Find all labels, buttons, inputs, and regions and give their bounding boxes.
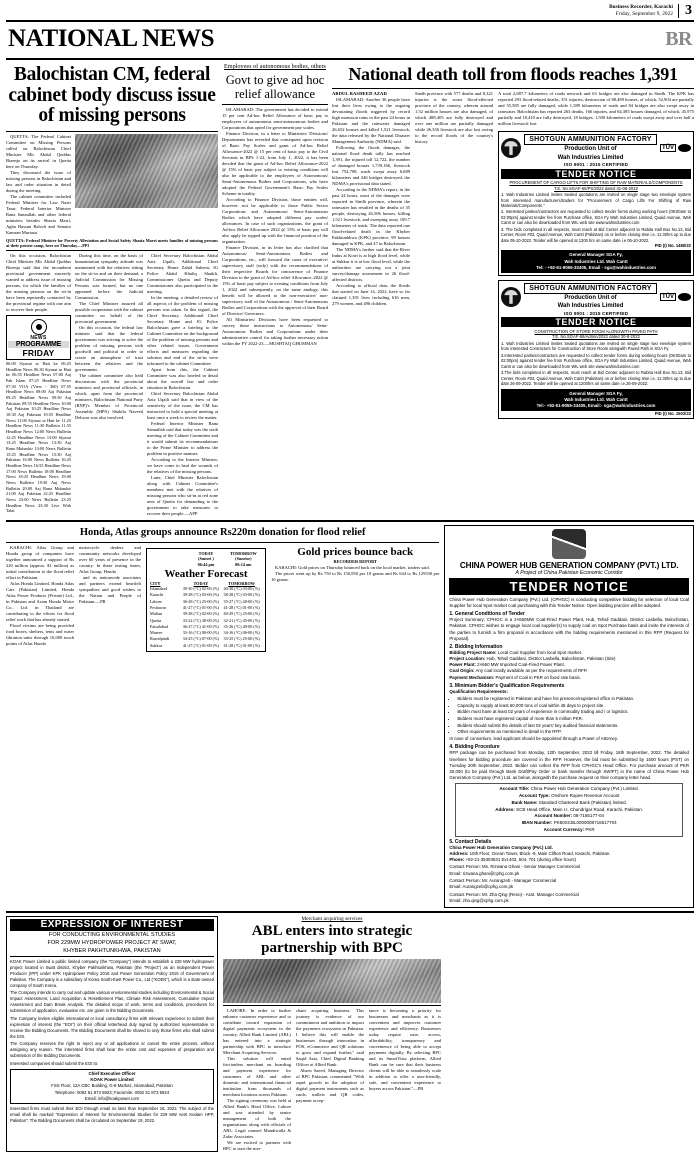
value: Payment of Coal in PKR on fixed rate basis.	[494, 674, 581, 680]
account-value: PK50SCBL0000008716517704	[552, 820, 617, 825]
label: Payment Mechanism:	[449, 674, 495, 680]
eoi-subtitle	[10, 931, 214, 956]
value: 2×660 MW Imported Coal-Fired Power Plant.	[475, 662, 565, 668]
eoi-note: Interested firms must submit their EOI through email no later than September 16, 2022. The subject of the email shall be marked "Expression of Interest for Environmental Studies for 229 MW Aerit Kedam HPP, Pakistan". The Bidding Documents shall be circulated on September 19, 2022.	[10, 1106, 214, 1123]
divider	[223, 1005, 441, 1006]
wah-industries-logo-icon	[501, 287, 521, 307]
paragraph: QUETTA: The Federal Cabinet Committee on Missing Persons called on Balochistan Chief Minister Mir Abdul Quddus Bizenjo on its arrival in Quetta here on Thursday.	[6, 134, 71, 169]
news-programme-title: PROGRAMME	[8, 341, 69, 348]
news-programme-box	[6, 315, 71, 360]
eoi-contact-title: Chief Executive Officer	[88, 1070, 136, 1076]
shotgun-tender-ad-1	[498, 131, 694, 276]
eoi-p5: Interested companies should submit the EOI to:	[10, 1061, 99, 1067]
shotgun-ad1-line2: Wah Industries Limited	[557, 154, 624, 161]
weather-tomorrow: 35-26 (°C) 40-00 (%)	[223, 623, 260, 629]
col-tomorrow: TOMORROW	[228, 581, 255, 587]
weather-today: 39-30 (°C) 02-00 (%)	[182, 586, 219, 592]
paragraph: According to official data, the floods that started on June 14, 2022, have so far claimed 1,391 lives including 616 men, 279 women, and 496 children.	[332, 283, 410, 307]
shotgun-ad1-title: SHOTGUN AMMUNITION FACTORY	[524, 134, 657, 145]
balochistan-body-block	[6, 253, 218, 517]
paragraph: tance is becoming a priority for businesses and merchants as it is convenient and improves customer experience and efficiency. Businesses today require ease, access, affordability, transparency and convenience of being able to accept payments digitally. By selecting BPC and its SmartVista platform, Allied Bank can be sure that their business clients will be able to seamlessly scale in addition to offer a user-friendly, safe, and convenient experience to buyers across Pakistan."—PR	[369, 1007, 441, 1091]
paragraph: The cabinet committee included Federal Minister for Law Nazir Tarar, Federal Interior Minister Rana Sanaullah and other federal ministers besides Shazia Marri, Agha Hassan Baloch and Senator Kamran Murtaza.	[6, 194, 71, 235]
eoi-band: EXPRESSION OF INTEREST	[10, 919, 214, 931]
account-value: PKR	[584, 826, 595, 832]
footer-line3: Tel:- +92-51-9055-33405, Email:- sga@wahindustries.com	[536, 402, 656, 408]
contact-person: Contact Person: Mr. Zha Qing (Reno) - Asst. Manager Commercial	[449, 892, 579, 898]
paragraph: According to Finance Division, those entities will, however, not be applicable to those Public Sector Corporations and Autonomous/ Semi-Autonomous Bodies which have adopted different pay scales/ allowances. In case of such organizations, the grant of Ad-hoc Relief Allowance 2022 @ 15% of basic pay will also apply be topped up with the financial position of the organization.	[222, 197, 328, 245]
balochistan-photo-caption: QUETTA: Federal Minister for Poverty Alleviation and Social Safety Shazia Marri meets families of missing persons at their protest camp, here on Thursday.—PPI	[6, 237, 218, 248]
balochistan-top-block	[6, 134, 218, 236]
contact-entry	[449, 878, 689, 890]
paragraph: The cabinet committee also held discussions with the provincial ministers and provincial officials, in which, apart from the provincial ministers, Balochistan National Party (BNP)'s Member of Provincial Assembly (MPA) Shakila Naveed Dehwar was also involved.	[75, 373, 143, 420]
cphgc-s4-title: 4. Bidding Procedure	[449, 744, 500, 751]
paragraph: According to the NDMA's report, in the past 24 hours, most of the damages were reported in Sindh province, wherein the rainwater has resulted in the deaths of 35 people, destroying 26,506 houses, killing 1,521 livestock, and sweeping away 109.7 kilometers of roads. The data reported one flood-related death in the Khyber Pakhtunkhwa (KPK) province, 99 houses damaged in KPK, and 47 in Balochistan.	[332, 187, 410, 247]
paragraph: Finance Division, in its letter has also clarified that Autonomous/ Semi-Autonomous Bodies and Corporations, etc., will forward the cases of executive/ supervisory staff (only) with the recommendations of their respective Boards for concurrence of Finance Division to the grant of Ad-hoc relief Allowance–2022 @ 15% of basic pay subject to existing conditions from July 1, 2022 and subsequently, on the same analogy, this benefit will be allowed to the non-executive/ non-supervisory staff of the Autonomous / Semi-Autonomous Bodies and Corporations with the approval of their Board of Director/ Governors.	[222, 245, 328, 317]
cphgc-tagline: A Project of China Pakistan Economic Corridor	[515, 570, 623, 576]
eoi-p3: The Company invites eligible international or local consultancy firms with relevant experience to submit their expression of interest (the "EOI") on their official letterhead duly signed by authorized representative to receive the Bidding Documents. The Bidding Documents shall be shared to only those firms who shall submit the EOI.	[10, 1015, 214, 1039]
deathtoll-byline: ABDUL RASHEED AZAD	[332, 91, 387, 97]
paragraph: This solution will entail frictionless merchant on boarding and payment experience for customers of ABL and other domestic and international financial institution from thousands of merchant locations across Pakistan.	[223, 1055, 291, 1097]
qualification-item: • Bidder must have at least 02 years of experience in commodity trading and / or logistics.	[457, 709, 689, 715]
account-label: IBAN Number:	[521, 820, 553, 825]
weather-city: Faisalabad	[150, 623, 168, 629]
publication-name: Business Recorder, Karachi	[609, 4, 673, 10]
abl-kicker: Merchant acquiring services	[301, 916, 363, 923]
shotgun-ad2-subject: CONSTRUCTION OF STORE ROOM ALONGWITH PAVED PATH	[534, 328, 658, 334]
paragraph: Atlas Honda Limited, Honda Atlas Cars (Pakistan) Limited, Honda Atlas Power Products (Private) Ltd., in Pakistan and Asian Honda Motor Co., Ltd. in Thailand are contributing to the efforts for flood relief work that has already started.	[6, 580, 74, 622]
gold-headline: Gold prices bounce back	[297, 545, 414, 558]
shotgun-tender-ad-2	[498, 280, 694, 419]
tuv-badge-icon: TÜV	[662, 293, 674, 300]
cphgc-logo-icon	[552, 529, 586, 559]
honda-col1	[6, 545, 74, 652]
account-value: SCB Head Office, Main I.I. Chundrigar Road, Karachi, Pakistan.	[514, 806, 644, 812]
paragraph: KARACHI: Gold prices on Thursday bounced back on the local market, traders said.	[275, 565, 430, 571]
shotgun-ad1-clause1: 1. Wah Industries Limited invites Sealed quotations are invited on single stage two envelope system from interested manufacturers/traders for "Procurement of Cargo Lifts For Shifting of Raw Materials/Components."	[501, 192, 691, 208]
paragraph: The signing ceremony was held at Allied Bank's Head Office, Lahore and was attended by senior management of both the organisations along with officials of ABL. Legal counsel Mandiwalla & Zafar Associates.	[223, 1097, 291, 1139]
wah-industries-logo-icon	[501, 138, 521, 158]
page-number: 3	[678, 4, 692, 18]
eoi-contact-address: First Floor, 12A CBC Building, G-8 Markaz, Islamabad, Pakistan	[51, 1083, 173, 1089]
account-label: Bank Name:	[511, 799, 538, 805]
weather-city: Multan	[150, 611, 163, 617]
paragraph: The Chief Minister assured all possible cooperation with the cabinet committee on behalf of the provincial government.	[75, 301, 143, 324]
account-value: Standard Chartered Bank (Pakistan) limited.	[537, 799, 627, 805]
abl-col1	[223, 1008, 291, 1152]
shotgun-ad1-clause2: 2. Interested parties/contractors are requested to collect tender forms during working hours (08:00am to 02:00pm) against tender fee from Purchase office, SGA Fy Wah Industries Limited, Quaid Avenue, Wah Cantt or can also be downloaded from WIL web site www.wahindustries.com	[501, 209, 691, 226]
paragraph: During this time, on the basis of humanitarian sympathy attitude was maintained with the relatives sitting on the sit-in and on their demand, a Judicial Commission for Missing Persons was formed, but no one appeared before the Judicial Commission.	[75, 253, 143, 300]
phone-value: +92-21-35303531 Ext.403, 504, 701 (during office hours)	[464, 856, 577, 862]
contact-email[interactable]: Email: zha.qing@cphg.com.pk	[449, 898, 509, 904]
cphgc-contact-list	[449, 864, 689, 904]
phone-label: Phone:	[449, 856, 465, 862]
paragraph: LAHORE: In order to further enhance customer experience and to contribute toward expansion of digital payments ecosystem in the country, Allied Bank Limited (ABL) has entered into a strategic partnership with BPC to introduce Merchant Acquiring Services.	[223, 1007, 291, 1055]
paragraph: The NDMA's further said that the River Indus at Kotri is at high flood level, while at Sukkur it is at low flood level, while the authorities are carrying out a joint survey/damage assessment in 26 flood-affected districts.	[332, 247, 410, 283]
weather-forecast-box	[146, 548, 266, 652]
account-line	[460, 793, 678, 800]
mid-left-group	[6, 525, 439, 908]
masthead-main	[6, 22, 694, 57]
contact-email[interactable]: Email: Aurangzeb@cphg.com.pk	[449, 884, 514, 890]
footer-line1: General Manager SGA Fy,	[569, 252, 623, 258]
govt-relief-headline: Govt to give ad hoc relief allowance	[225, 73, 325, 102]
seal-icon	[678, 144, 691, 152]
paragraph: and its nationwide associates and partners extend heartfelt sympathies and good wishes to the Nation and People of Pakistan.—PR	[79, 574, 141, 604]
eoi-contact-email[interactable]: Email: info@koakpower.com	[84, 1095, 140, 1101]
deathtoll-headline: National death toll from floods reaches 1,391	[348, 64, 678, 85]
cphgc-intro: China Power Hub Generation Company (Pvt.) Ltd. (CPHGC) is conducting competitive bidding for selection of local Coal Supplier for local Spot market coal purchasing with this Tender Notice. Open bidding practice will be adopted.	[449, 597, 689, 609]
shotgun-ad2-band: TENDER NOTICE	[501, 317, 691, 327]
address-value: 10th Floor, Ocean Tower, Block -9, Main Clifton Road, Karachi, Pakistan.	[468, 850, 611, 856]
shotgun-ad1-pid: PID (I) No. 1480/22	[654, 243, 691, 249]
paragraph: ISLAMABAD: The government has decided to extend 15 per cent Ad-hoc Relief Allowance of basic pay to employees of autonomous semi-autonomous bodies and Corporations that opted for government pay scales.	[222, 107, 328, 131]
publication-meta	[609, 4, 673, 18]
balochistan-photo	[75, 134, 218, 208]
honda-col2	[79, 545, 141, 652]
divider	[332, 88, 694, 89]
contact-person: Contact Person: Mr. Aurangzeb - Manager Commercial	[449, 878, 557, 884]
bottom-right-spacer	[446, 916, 694, 1151]
shotgun-ad2-line2: Wah Industries Limited	[557, 303, 624, 310]
shotgun-ad2-header	[501, 283, 691, 311]
paragraph: According to the Interior Minister, we have come to heal the wounds of the relatives of the missing persons.	[147, 457, 218, 474]
divider	[6, 542, 439, 543]
bottom-section	[6, 916, 694, 1151]
weather-today: 39-28 (°C) 03-00 (%)	[182, 592, 219, 598]
weather-today-label: TODAY	[198, 550, 214, 556]
label: Coal Origin:	[449, 668, 475, 674]
account-label: Account Currency:	[543, 826, 585, 832]
shotgun-ad2-tender-no: T.E. No.SGAF-66/Admin/2022 dated 30-8-2022	[552, 334, 640, 340]
qualification-item: • Other requirements as mentioned in detail in the RFP.	[457, 729, 689, 735]
divider	[6, 131, 218, 132]
account-label: Account Type:	[518, 793, 550, 798]
value: Local Coal Supplier from local Spot market.	[496, 649, 583, 655]
cphgc-s3-note: In case of consortium, lead applicant should be appointed through a Power of Attorney.	[449, 736, 618, 742]
honda-weather-gold-row	[6, 545, 439, 652]
shotgun-ad1-footer	[501, 250, 691, 272]
balochistan-body-col3	[147, 253, 218, 517]
paragraph: Sindh province with 577 deaths and 8,321 injuries is the worst flood-affected province of the country, wherein around 1.52 million houses are also damaged, of which 488,405 are fully destroyed and over one million are partially damaged while 26,336 livestock are also lost owing to the record floods of the country's history.	[415, 91, 493, 145]
np-and-body	[6, 253, 71, 517]
seal-icon	[678, 293, 691, 301]
qualification-item: • Capacity to supply at least 60,000 tons of coal within 45 days to project site.	[457, 703, 689, 709]
weather-today: 41-27 (°C) 01-00 (%)	[182, 642, 219, 648]
weather-today: 36-27 (°C) 41-00 (%)	[182, 623, 219, 629]
cphgc-s5-company: China Power Hub Generation Company (Pvt.) Ltd.	[449, 844, 553, 850]
weather-city: Lahore	[150, 598, 162, 604]
cphgc-s1-body: Project Summary: CPHGC is a 2×660MW Coal-Fired Power Plant, Hub, Tehsil Gaddani, District Lasbella, Balochistan, Pakistan. CPHGC wishes to engage local coal supplier(s) to supply coal on Spot Purchase basis and invite the interests of the parties to furnish a firm proposal in accordance with the bidding requirements mentioned in this RFP (Request for Proposal).	[449, 617, 689, 641]
account-label: Account Number:	[534, 813, 573, 819]
certification-badges	[660, 293, 691, 301]
account-label: Account Title:	[499, 786, 530, 792]
paragraph: ISLAMABAD: Another 36 people have lost their lives owing to the ongoing devastating floods triggered by record high monsoon rains in the past 24 hours in Pakistan and the rainwater damaged 26,652 houses and killed 1,521 livestock, the data released by the National Disaster Management Authority (NDMA) said.	[332, 97, 410, 145]
koak-eoi-ad	[6, 916, 218, 1151]
masthead-rule-bottom	[6, 58, 694, 60]
page-title: NATIONAL NEWS	[8, 25, 215, 53]
shotgun-ad2-iso: ISO 9001 : 2015 CERTIFIED	[563, 310, 629, 316]
masthead-top	[6, 0, 694, 19]
paragraph: Following the floods damages, the national flood death tally has reached 1,391, the injured toll 12,722, the number of damaged houses 1,739,166, livestock lost 754,708, roads swept away 6,689 kilometers and 246 bridges destroyed, the NDMA's provisional data stated.	[332, 145, 410, 187]
shotgun-ad1-header	[501, 134, 691, 162]
account-line	[460, 786, 678, 793]
weather-city: Quetta	[150, 617, 162, 623]
govt-relief-body	[222, 107, 328, 347]
abl-story	[223, 916, 441, 1151]
contact-entry	[449, 864, 689, 876]
weather-row	[150, 643, 262, 649]
contact-person: Contact Person: Ms. Rizwana Ghani - Senior Manager Commercial	[449, 864, 580, 870]
shotgun-ad2-title: SHOTGUN AMMUNITION FACTORY	[524, 283, 657, 294]
abl-col3	[369, 1008, 441, 1152]
cphgc-s4-body: RFP package can be purchased from Monday, 12th September, 2022 till Friday, 16th September, 2022. The detailed timelines for bidding procedure are covered in the RFP. However, the bid must be submitted by 1500 hours (PST) on Tuesday 20th September, 2022. Bidder can collect the RFP from CPHGC's Head Office. For purchase amount of PKR 20,000 (to be paid through Bank Draft/Pay Order or bank transfer through SWIFT) in the name of China Power Hub Generation Company (Pvt.) Ltd. as below, alongwith the purchase request on their company letter head.	[449, 750, 689, 781]
cphgc-qualification-list	[449, 696, 689, 735]
balochistan-lead-col	[6, 134, 71, 236]
shotgun-ad2-line1: Production Unit of	[564, 294, 617, 301]
weather-sunset-time: 06:44 pm	[197, 561, 215, 567]
column-mid-left	[222, 63, 328, 517]
weather-today: 36-28 (°C) 25-00 (%)	[182, 598, 219, 604]
column-left	[6, 63, 218, 517]
shotgun-ad2-clause3: 3.The bids completed in all respects, must reach at Bid Center adjacent to Rabita Hall Box No.13, Bid Center, Room #03, Quaid Avenue, Wah Cantt (Pakistan) on or before closing time i.e. 11:30hrs up to due date 26-09-2022. Tender will be opened at 1200hrs on same date i.e.26-09-2022.	[501, 370, 691, 387]
shotgun-ad2-clause2: 2.Interested parties/contractors are requested to collect tender forms during working hours (08:00am to 02:00pm) against tender fee from Purchase office, SGA Fy Wah Industries Limited, Quaid Avenue, Wah Cantt or can also be downloaded from WIL web site www.wahindustries.com	[501, 352, 691, 369]
shotgun-ad1-band: TENDER NOTICE	[501, 169, 691, 179]
weather-city: Murree	[150, 630, 163, 636]
account-line	[460, 820, 678, 827]
deathtoll-col1	[332, 91, 410, 419]
eoi-p1: KOAK Power Limited a public limited company (the "Company") intends to establish a 229 MW hydropower project located in Swat district, Khyber Pakhtunkhwa, Pakistan (the "Project") as an Independent Power Producer (IPP) under KPK Hydropower Policy 2016 and Power Generation Policy 2015 of Government of Pakistan. The Company is a subsidiary of Korea South-East Power Co., Ltd ("KOEN"), which is a state-owned company of South Korea.	[10, 959, 214, 988]
weather-tomorrow: 35-27 (°C) 40-00 (%)	[223, 598, 260, 604]
tuv-badge-icon: TÜV	[662, 145, 674, 152]
cphgc-s1-title: 1. General Conditions of Tender	[449, 611, 525, 618]
publication-date: Friday, September 9, 2022	[615, 11, 673, 18]
contact-email[interactable]: Email: rizwana.ghani@cphg.com.pk	[449, 870, 520, 876]
weather-sunrise-time: 06:14 am	[235, 561, 252, 567]
balochistan-body-col1	[6, 253, 71, 313]
account-line	[460, 813, 678, 820]
gold-recorder-report: RECORDER REPORT	[333, 559, 377, 565]
br-logo: BR	[665, 27, 692, 50]
section-divider	[6, 911, 694, 913]
eoi-contact-tel: Telephone: 0092 51 873 5923; Facsimile: 0092 51 873 5924	[54, 1089, 170, 1095]
shotgun-ad1-tender-no: T.E. No.SGAF-65/PS/2022 dated 31-08-2022	[554, 185, 638, 191]
paragraph: Chief Secretary Balochistan Abdul Aziz Uqaili said that in view of the sensitivity of the issue, the CM has instructed to hold a special meeting at least once a week to review the matter.	[147, 391, 218, 420]
cphgc-s3-title: 3. Minimum Bidder's Qualification Requirements	[449, 682, 565, 689]
news-logo-icon	[31, 319, 47, 335]
qualification-item: • Bidders must be registered in Pakistan and have his presence/registered office in Pakistan.	[457, 696, 689, 702]
mid-section	[6, 525, 694, 908]
weather-city: Rawalpindi	[150, 636, 170, 642]
weather-tomorrow: 41-28 (°C) 01-00 (%)	[223, 605, 260, 610]
col-today: TODAY	[193, 581, 209, 587]
abl-body-cols	[223, 1008, 441, 1152]
paragraph: motorcycle dealers and community networks developed over 60 years of presence in the country. In these testing times, Atlas Group, Honda	[79, 544, 141, 574]
weather-tomorrow: 40-30 (°C) 03-00 (%)	[223, 586, 260, 592]
divider	[10, 956, 214, 957]
deathtoll-col2	[415, 91, 493, 419]
col-city: CITY	[150, 581, 161, 587]
weather-city: Peshawar	[150, 605, 167, 610]
eoi-contact-box	[10, 1069, 214, 1104]
paragraph: Ahsen Saeed, Managing Director of BPC Pakistan, commented "With rapid growth in the adoption of digital payment instruments such as cards, wallets and QR codes, payment accep-	[296, 1067, 364, 1103]
paragraph: Later, Chief Minister Balochistan along with Cabinet Committee's members met with the relatives of missing persons who sit-in at red zone area of Quetta for demanding to the government to take measures to recover their people.—APP	[147, 475, 218, 516]
label: Project Location:	[449, 656, 486, 662]
honda-headline: Honda, Atlas groups announce Rs220m donation for flood relief	[79, 527, 366, 538]
qualification-item: • Bidders should submit the details of last 02 years' key audited financial statements.	[457, 723, 689, 729]
weather-today-sub: (Sunset )	[198, 556, 214, 562]
cphgc-tender-band: TENDER NOTICE	[449, 578, 689, 595]
divider	[222, 104, 328, 105]
cphgc-s2-lines	[449, 650, 689, 681]
divider	[6, 250, 218, 251]
deathtoll-col3-and-ads	[498, 91, 694, 419]
cphgc-s2-title: 2. Bidding Information	[449, 643, 503, 650]
eoi-contact-company: KOAK Power Limited	[90, 1077, 134, 1083]
deathtoll-body-block	[332, 91, 694, 419]
news-logo-label: NEWS	[30, 335, 47, 341]
paragraph: Federal Interior Minister Rana Sanaullah said that today was the sixth meeting of the Cabinet Committee and it would submit its recommendations to the Prime Minister to address the problem in positive manner.	[147, 421, 218, 456]
shotgun-ad1-line1: Production Unit of	[564, 146, 617, 153]
weather-today: 39-28 (°C) 02-00 (%)	[182, 611, 219, 617]
footer-line3: Tel: - +92-51-9055-33405, Email - sga@wahindustries.com	[536, 264, 656, 270]
paragraph: On this occasion, the federal law minister said that the federal government was striving to solve the problem of missing persons with goodwill and political in order to create an atmosphere of trust between the relatives and the government.	[75, 325, 143, 372]
shotgun-ad1-subject: PROCUREMENT OF CARGO LIFTS FOR SHIFTING OF RAW MATERIALS/COMPONENTS	[509, 180, 683, 186]
shotgun-ad1-clause3: 3. The bids completed in all respects, must reach at Bid Center adjacent to Rabita Hall Box No.13, Bid Center, Room #03, Quaid Avenue, Wah Cantt (Pakistan) on or before closing time i.e. 11:30hrs up to due date 05-10-2022. Tender will be opened at 1200 hrs on same date i.e 05-10-2022.	[501, 226, 691, 243]
column-right-group	[332, 63, 694, 517]
footer-line2: Wah Industries Ltd. Wah Cantt	[564, 258, 628, 264]
weather-today: 34-25 (°C) 07-00 (%)	[182, 636, 219, 642]
shotgun-ad2-clause1: 1. Wah Industries Limited invites Sealed quotations are invited on single stage two envelope system from interested Contractors for Construction of Store Room alongwith Paved Path in SGA Fy.	[501, 340, 691, 352]
weather-tomorrow: 41-28 (°C) 01-00 (%)	[223, 642, 260, 648]
abl-headline: ABL enters into strategic partnership with BPC	[251, 923, 413, 956]
eoi-sub3: KHYBER PAKHTUNKHWA, PAKISTAN	[63, 947, 161, 954]
balochistan-headline: Balochistan CM, federal cabinet body discuss issue of missing persons	[8, 64, 216, 127]
paragraph: chant acquiring business. This journey is evidence of our commitment and ambition to impact the payments ecosystem in Pakistan. I believe this will enable the businesses through innovation in POS, eCommerce and QR solutions to grow and expand further," said Saqid Aziz, Chief Digital Banking Officer at Allied Bank.	[296, 1007, 364, 1067]
eoi-sub1: FOR CONDUCTING ENVIRONMENTAL STUDIES	[48, 932, 176, 939]
eoi-p4: The Company reserves the right to reject any or all applications or cancel the entire process, without assigning any reason. The interested firms shall bear the entire cost and expenses of preparation and submission of the Bidding Documents.	[10, 1041, 214, 1059]
account-line	[460, 807, 678, 814]
govt-relief-kicker: Employees of autonomous bodies, others	[224, 63, 326, 71]
certification-badges	[660, 144, 691, 152]
paragraph: A total 2,687.7 kilometers of roads network and 63 bridges are also damaged in Sindh. The KPK has reported 293 flood-related deaths, 351 injuries, destruction of 88,489 houses, of which, 52,904 are partially and 35,585 are fully damaged, while 1,589 kilometers of roads and 84 bridges are also swept away in rainwater. Balochistan has reported 263 deaths, 166 injuries, and 64,385 houses damaged, of which, 45,975 partially and 18,410 are fully destroyed, 18 bridges, 1,500 kilometers of roads swept away and over half a million livestock lost.	[498, 91, 694, 127]
shotgun-ad2-pid: PID (I) No. 1502/22	[654, 411, 691, 417]
account-line	[460, 827, 678, 834]
deathtoll-col3	[498, 91, 694, 127]
shotgun-ad2-footer	[501, 389, 691, 411]
paragraph: Apart from this, the Cabinet Committee was also briefed in detail about the overall law and order situation in Balochistan.	[147, 367, 218, 390]
weather-city: Islamabad	[150, 586, 168, 592]
eoi-sub2: FOR 229MW HYDROPOWER PROJECT AT SWAT,	[47, 939, 177, 946]
gold-body	[271, 565, 439, 583]
paragraph: On this occasion, Balochistan Chief Minister Mir Abdul Quddus Bizenjo said that the incumbent provincial government sincerely wanted to address issue of missing persons, for which the families of the missing persons on the sit-in have been repeatedly contacted by the provincial regime with one aim to recover their people.	[6, 253, 71, 312]
cphgc-account-details	[455, 783, 683, 836]
paragraph: Chief Secretary Balochistan Abdul Aziz Uqaili, Additional Chief Secretary Home Zahid Saleem, IG Police Abdul Khaliq Shaikh, Commissioner Quetta and Deputy Commissioner also participated in the meeting.	[147, 253, 218, 294]
weather-city: Karachi	[150, 592, 164, 598]
weather-city: Sukkur	[150, 642, 163, 648]
paragraph: KARACHI: Atlas Group and Honda group of companies have together announced a support of Rs 220 million (approx. $1 million) as initial contribution to the flood relief effort in Pakistan.	[6, 544, 74, 580]
gold-prices-story	[271, 545, 439, 652]
account-label: Address:	[495, 806, 515, 812]
weather-table-body	[150, 586, 262, 649]
weather-title: Weather Forecast	[164, 568, 248, 581]
cphgc-s3-sub: Qualification Requirements:	[449, 688, 508, 694]
value: Any coal locally available as per the requirements of RFP.	[474, 668, 588, 674]
account-value: China Power Hub Generation Company (Pvt.) Limited.	[529, 786, 639, 792]
paragraph: In the meeting, a detailed review of all aspects of the problem of missing persons was taken. In this regard, the Chief Secretary, Additional Chief Secretary Home and IG Police Balochistan gave a briefing to the Cabinet Committee on the background of the problem of missing persons and other related issues. Government efforts and measures regarding the solution and end of the sit-in were informed to the cabinet Committee.	[147, 295, 218, 366]
weather-today: 33-22 (°C) 40-00 (%)	[182, 617, 219, 623]
weather-tomorrow: 40-29 (°C) 25-00 (%)	[223, 611, 260, 617]
balochistan-body-col2	[75, 253, 143, 517]
news-programme-day: FRIDAY	[22, 348, 55, 358]
paragraph: Finance Division, in a letter to Ministries/ Divisions/ Departments has revealed that consequent upon revision of Basic Pay Scales and grant of Ad-hoc Relief Allowance-2022 @ 15 per cent of basic pay to the Civil Servants in BPS 1-22, from July 1, 2022, it has been decided that the grant of Ad-hoc Relief Allowance-2022 @ 15% of basic pay subject to existing conditions will also be applicable to the employees of Autonomous/ Semi-Autonomous Bodies and Corporations, who have adopted the Federal Government's Basic Pay Scales Scheme in totality.	[222, 131, 328, 197]
abl-photo	[223, 959, 441, 1003]
weather-today: 41-27 (°C) 01-00 (%)	[182, 605, 219, 610]
paragraph: We are excited to partners with BPC to start the mer-	[223, 1139, 291, 1151]
weather-today: 33-16 (°C) 00-00 (%)	[182, 630, 219, 636]
weather-tomorrow-label: TOMORROW	[229, 550, 257, 556]
paragraph: Flood victims are being provided food boxes, shelters, tents and water filtration units through 10,000 touch points of Atlas Honda	[6, 622, 74, 646]
news-programme-listing: 06:00 Siyasat se Hatt ke 06:25 Headline News 06:30 Siyasat se Hatt ke 06:55 Headline News 07:00 Aaj Pak Islam 07:25 Headline News 07:30 VOA (View - 360) 07:55 Headline News 08:00 Aaj Pakistan 09:25 Headline News 09:30 Aaj Pakistan 09:55 Headline News 10:00 Aaj Pakistan 10:25 Headline News 10:30 Aaj Pakistan 10:55 Headline News 11:00 Siyasat se Hatt ke 11:25 Headline News 11:30 Bulletin 11:55 Headline News 12:00 News Bulletin 12:25 Headline News 13:00 Siyasat 13:25 Headline News 13:30 Aaj Rana Mubashir 14:00 News Bulletin 15:25 Headline News 15:30 Aaj Pakistan 16:00 News Bulletin 16:25 Headline News 16:55 Headline News 17:00 News Bulletin 18:00 Headline News 18:25 Headline News 19:00 News Bulletin 19:30 Aaj News Bulletin 20:00 Aaj Rana Mubashir 21:00 Aaj Pakistan 22:25 Headline News 23:00 News Bulletin 23:25 Headline News 23:30 Live With Talat	[6, 361, 71, 514]
account-value: Onshore Rupee Revenue Account	[549, 793, 620, 798]
weather-tomorrow: 38-28 (°C) 03-00 (%)	[223, 592, 260, 598]
shotgun-ad1-iso: ISO 9001 : 2015 CERTIFIED	[563, 162, 629, 168]
address-label: Address:	[449, 850, 469, 856]
weather-tomorrow: 32-21 (°C) 45-00 (%)	[223, 617, 260, 623]
cphgc-s5-title: 5. Contact Details	[449, 838, 492, 845]
account-value: 08-7165177-04	[572, 813, 604, 819]
value: Hub, Tehsil Gaddani, District Lasbella, Balochistan, Pakistan (Site)	[485, 656, 616, 662]
abl-col2	[296, 1008, 364, 1152]
footer-line2: Wah Industries Ltd. Wah Cantt	[564, 396, 628, 402]
weather-tomorrow: 34-16 (°C) 06-00 (%)	[223, 630, 260, 636]
weather-tomorrow: 33-25 (°C) 25-00 (%)	[223, 636, 260, 642]
label: Power Plant:	[449, 662, 476, 668]
china-power-tender-ad	[444, 525, 694, 908]
cphgc-company-name: CHINA POWER HUB GENERATION COMPANY (PVT.) LTD.	[459, 561, 679, 570]
eoi-p2: The Company intends to carry out and update various environmental studies including Environmental & Social Impact Assessment, Land Acquisition & Resettlement Plan, Climate Risk Assessment, Cumulative Impact Assessment and Dam Break Analysis. The detailed scope of work, terms and conditions, procedures for submission of application, evaluation etc. are given in the Bidding Documents.	[10, 990, 214, 1014]
contact-entry	[449, 892, 689, 904]
page-content	[6, 63, 694, 517]
weather-suntimes	[150, 551, 262, 567]
paragraph: All Ministries/ Divisions have been requested to convey these instructions to Autonomous/ Semi-Autonomous Bodies and Corporations under their administrative control for taking further necessary action within the FY 2022-23.—MUSHTAQ GHUMMAN	[222, 317, 328, 347]
section-divider	[6, 520, 694, 522]
paragraph: The prices went up by Rs 750 to Rs 150,850 per 10 grams and Rs 644 to Rs 129330 per 10 grams.	[271, 571, 440, 583]
qualification-item: • Bidders must have registered capital of more than 5 million PKR.	[457, 716, 689, 722]
paragraph: They discussed the issue of missing persons in Balochistan and law and order situation in detail during the meeting.	[6, 170, 71, 193]
footer-line1: General Manager SGA Fy,	[569, 390, 623, 396]
weather-tomorrow-sub: (Sunrise)	[235, 556, 252, 562]
account-line	[460, 800, 678, 807]
label: Bidding Project Name:	[449, 649, 497, 655]
